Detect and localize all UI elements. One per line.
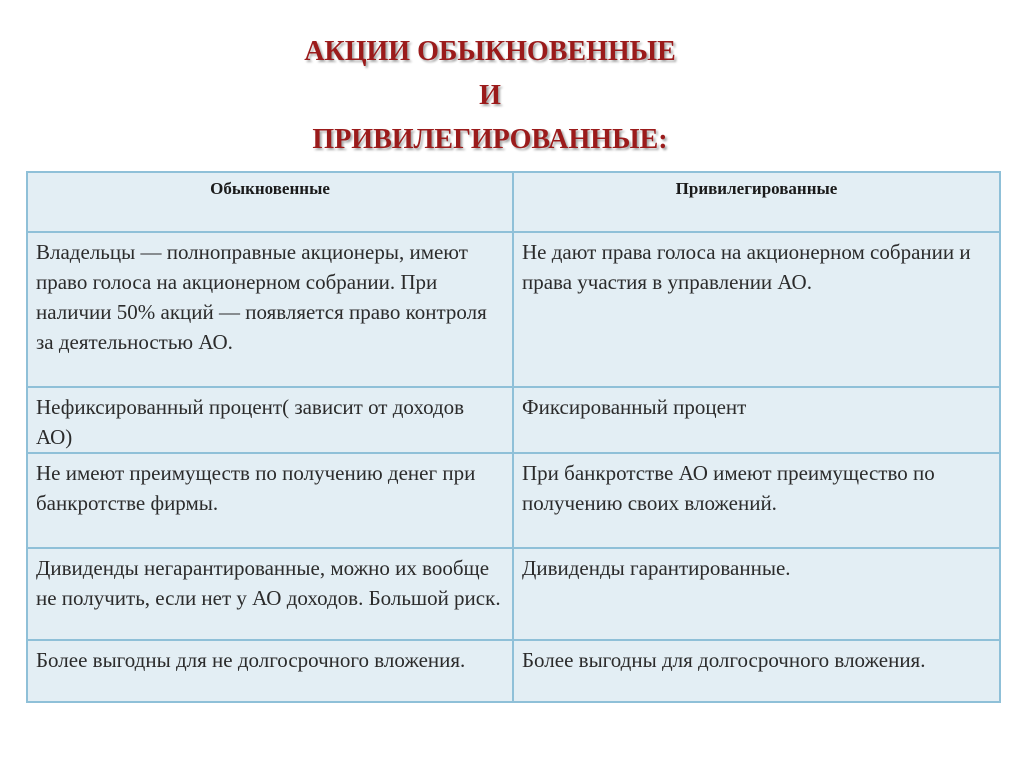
cell-preferred-percent: Фиксированный процент <box>513 387 1000 453</box>
title-line-3: ПРИВИЛЕГИРОВАННЫЕ: <box>312 124 668 155</box>
cell-preferred-benefit: Более выгодны для долгосрочного вложения. <box>513 640 1000 702</box>
header-common-shares: Обыкновенные <box>27 172 513 232</box>
table-row <box>27 387 1000 453</box>
table-row <box>27 548 1000 640</box>
cell-preferred-dividends: Дивиденды гарантированные. <box>513 548 1000 640</box>
table-row <box>27 453 1000 548</box>
title-line-2: И <box>479 80 501 111</box>
cell-common-dividends: Дивиденды негарантированные, можно их вообще не получить, если нет у АО доходов. Большой риск. <box>27 548 513 640</box>
cell-preferred-voting: Не дают права голоса на акционерном собрании и права участия в управлении АО. <box>513 232 1000 387</box>
table-row <box>27 640 1000 702</box>
page-title <box>230 30 750 162</box>
cell-common-benefit: Более выгодны для не долгосрочного вложения. <box>27 640 513 702</box>
table-row <box>27 232 1000 387</box>
comparison-table-wrapper <box>26 171 999 703</box>
comparison-table <box>26 171 1001 703</box>
cell-common-bankruptcy: Не имеют преимуществ по получению денег при банкротстве фирмы. <box>27 453 513 548</box>
table-header-row <box>27 172 1000 232</box>
cell-common-percent: Нефиксированный процент( зависит от доходов АО) <box>27 387 513 453</box>
cell-common-voting: Владельцы — полноправные акционеры, имеют право голоса на акционерном собрании. При наличии 50% акций — появляется право контроля за деятельностью АО. <box>27 232 513 387</box>
header-preferred-shares: Привилегированные <box>513 172 1000 232</box>
title-line-1: АКЦИИ ОБЫКНОВЕННЫЕ <box>304 36 676 67</box>
cell-preferred-bankruptcy: При банкротстве АО имеют преимущество по получению своих вложений. <box>513 453 1000 548</box>
